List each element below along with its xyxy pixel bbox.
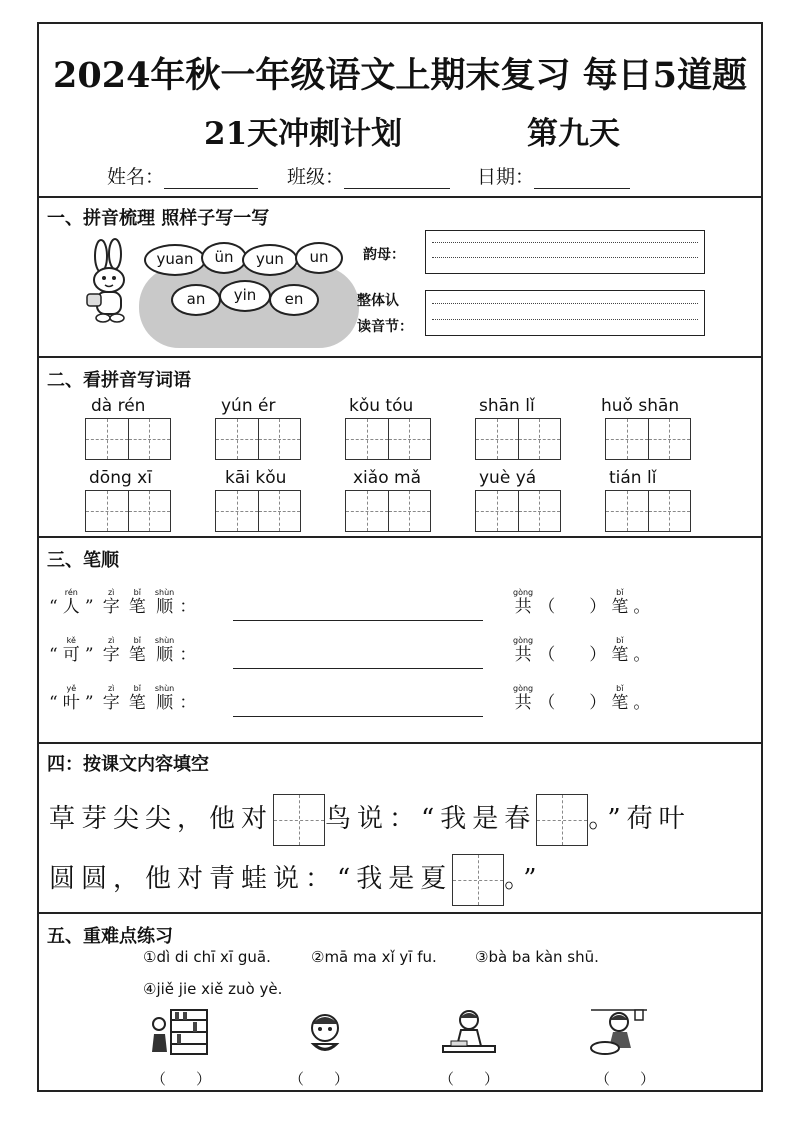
practice-item: ③bà ba kàn shū.	[475, 948, 599, 966]
mushroom-an: an	[171, 284, 221, 316]
practice-item: ②mā ma xǐ yī fu.	[311, 948, 437, 966]
answer-blank[interactable]: （ ）	[595, 1070, 656, 1088]
name-row	[107, 162, 258, 189]
rabbit-icon	[83, 238, 139, 324]
word-answer-box[interactable]	[345, 490, 431, 532]
section-pinyin-sort	[39, 196, 761, 358]
section-fill-text	[39, 742, 761, 914]
stroke-row: “ kě 可 ” zì 字 bǐ 笔 shùn 顺 ：	[49, 636, 197, 665]
practice-item: ④jiě jie xiě zuò yè.	[143, 980, 283, 998]
word-pinyin: dōng xī	[89, 468, 152, 488]
word-answer-box[interactable]	[475, 418, 561, 460]
target-character: 叶	[62, 693, 80, 713]
word-pinyin: tián lǐ	[609, 468, 657, 488]
word-answer-box[interactable]	[475, 490, 561, 532]
mushroom-un-umlaut: ün	[201, 242, 247, 274]
plan-title: 21天冲刺计划	[204, 116, 403, 152]
eating-watermelon-icon	[301, 1010, 349, 1056]
reading-picture-icon	[147, 1008, 209, 1056]
target-character: 人	[62, 597, 80, 617]
practice-item: ①dì di chī xī guā.	[143, 948, 271, 966]
stroke-order-answer-line[interactable]	[233, 668, 483, 669]
section-4-heading: 四：按课文内容填空	[47, 754, 209, 775]
mushroom-yun: yun	[242, 244, 298, 276]
answer-blank[interactable]: （ ）	[289, 1070, 350, 1088]
section-5-heading: 五、重难点练习	[47, 926, 173, 947]
whole-syllable-answer-box[interactable]	[425, 290, 705, 336]
word-answer-box[interactable]	[215, 490, 301, 532]
stroke-row: “ rén 人 ” zì 字 bǐ 笔 shùn 顺 ：	[49, 588, 197, 617]
word-answer-box[interactable]	[345, 418, 431, 460]
name-field[interactable]	[164, 168, 258, 189]
worksheet-title: 2024年秋一年级语文上期末复习 每日5道题	[53, 55, 747, 96]
word-pinyin: huǒ shān	[601, 396, 680, 416]
whole-syllable-label-1: 整体认	[357, 293, 399, 309]
section-write-words	[39, 356, 761, 538]
answer-blank[interactable]: （ ）	[151, 1070, 212, 1088]
stroke-count-row: gòng 共 （ ） bǐ 笔 。	[513, 636, 651, 665]
word-pinyin: yún ér	[221, 396, 276, 416]
word-answer-box[interactable]	[605, 418, 691, 460]
stroke-count-blank[interactable]: （ ）	[538, 693, 607, 713]
name-label: 姓名：	[107, 166, 165, 188]
class-field[interactable]	[344, 168, 450, 189]
stroke-count-row: gòng 共 （ ） bǐ 笔 。	[513, 588, 651, 617]
stroke-order-answer-line[interactable]	[233, 620, 483, 621]
word-answer-box[interactable]	[215, 418, 301, 460]
whole-syllable-label-2: 读音节：	[357, 319, 413, 335]
fill-line-2: 圆圆，他对青蛙说：“我是夏 。”	[49, 854, 543, 906]
date-row	[477, 162, 630, 189]
word-pinyin: dà rén	[91, 396, 146, 416]
mushroom-en: en	[269, 284, 319, 316]
stroke-count-blank[interactable]: （ ）	[538, 645, 607, 665]
fill-box[interactable]	[536, 794, 588, 846]
word-pinyin: kāi kǒu	[225, 468, 287, 488]
mushroom-yin: yin	[219, 280, 271, 312]
date-field[interactable]	[534, 168, 630, 189]
date-label: 日期：	[477, 166, 535, 188]
section-2-heading: 二、看拼音写词语	[47, 370, 191, 391]
class-row	[287, 162, 450, 189]
washing-clothes-icon	[587, 1006, 649, 1058]
worksheet	[37, 22, 763, 1092]
word-answer-box[interactable]	[85, 490, 171, 532]
mushroom-un: un	[295, 242, 343, 274]
finals-answer-box[interactable]	[425, 230, 705, 274]
word-pinyin: kǒu tóu	[349, 396, 414, 416]
stroke-row: “ yě 叶 ” zì 字 bǐ 笔 shùn 顺 ：	[49, 684, 197, 713]
target-character: 可	[62, 645, 80, 665]
section-3-heading: 三、笔顺	[47, 550, 119, 571]
stroke-order-answer-line[interactable]	[233, 716, 483, 717]
mushroom-yuan: yuan	[144, 244, 206, 276]
finals-label: 韵母：	[363, 247, 405, 263]
section-key-practice	[39, 912, 761, 1094]
stroke-count-row: gòng 共 （ ） bǐ 笔 。	[513, 684, 651, 713]
word-answer-box[interactable]	[85, 418, 171, 460]
section-1-heading: 一、拼音梳理 照样子写一写	[47, 208, 270, 229]
answer-blank[interactable]: （ ）	[439, 1070, 500, 1088]
stroke-count-blank[interactable]: （ ）	[538, 597, 607, 617]
word-answer-box[interactable]	[605, 490, 691, 532]
fill-box[interactable]	[273, 794, 325, 846]
class-label: 班级：	[287, 166, 345, 188]
word-pinyin: yuè yá	[479, 468, 537, 488]
word-pinyin: xiǎo mǎ	[353, 468, 421, 488]
section-stroke-order	[39, 536, 761, 744]
fill-line-1: 草芽尖尖，他对 鸟说：“我是春 。”荷叶	[49, 794, 691, 846]
fill-box[interactable]	[452, 854, 504, 906]
word-pinyin: shān lǐ	[479, 396, 535, 416]
homework-picture-icon	[439, 1008, 497, 1058]
day-title: 第九天	[527, 116, 620, 152]
